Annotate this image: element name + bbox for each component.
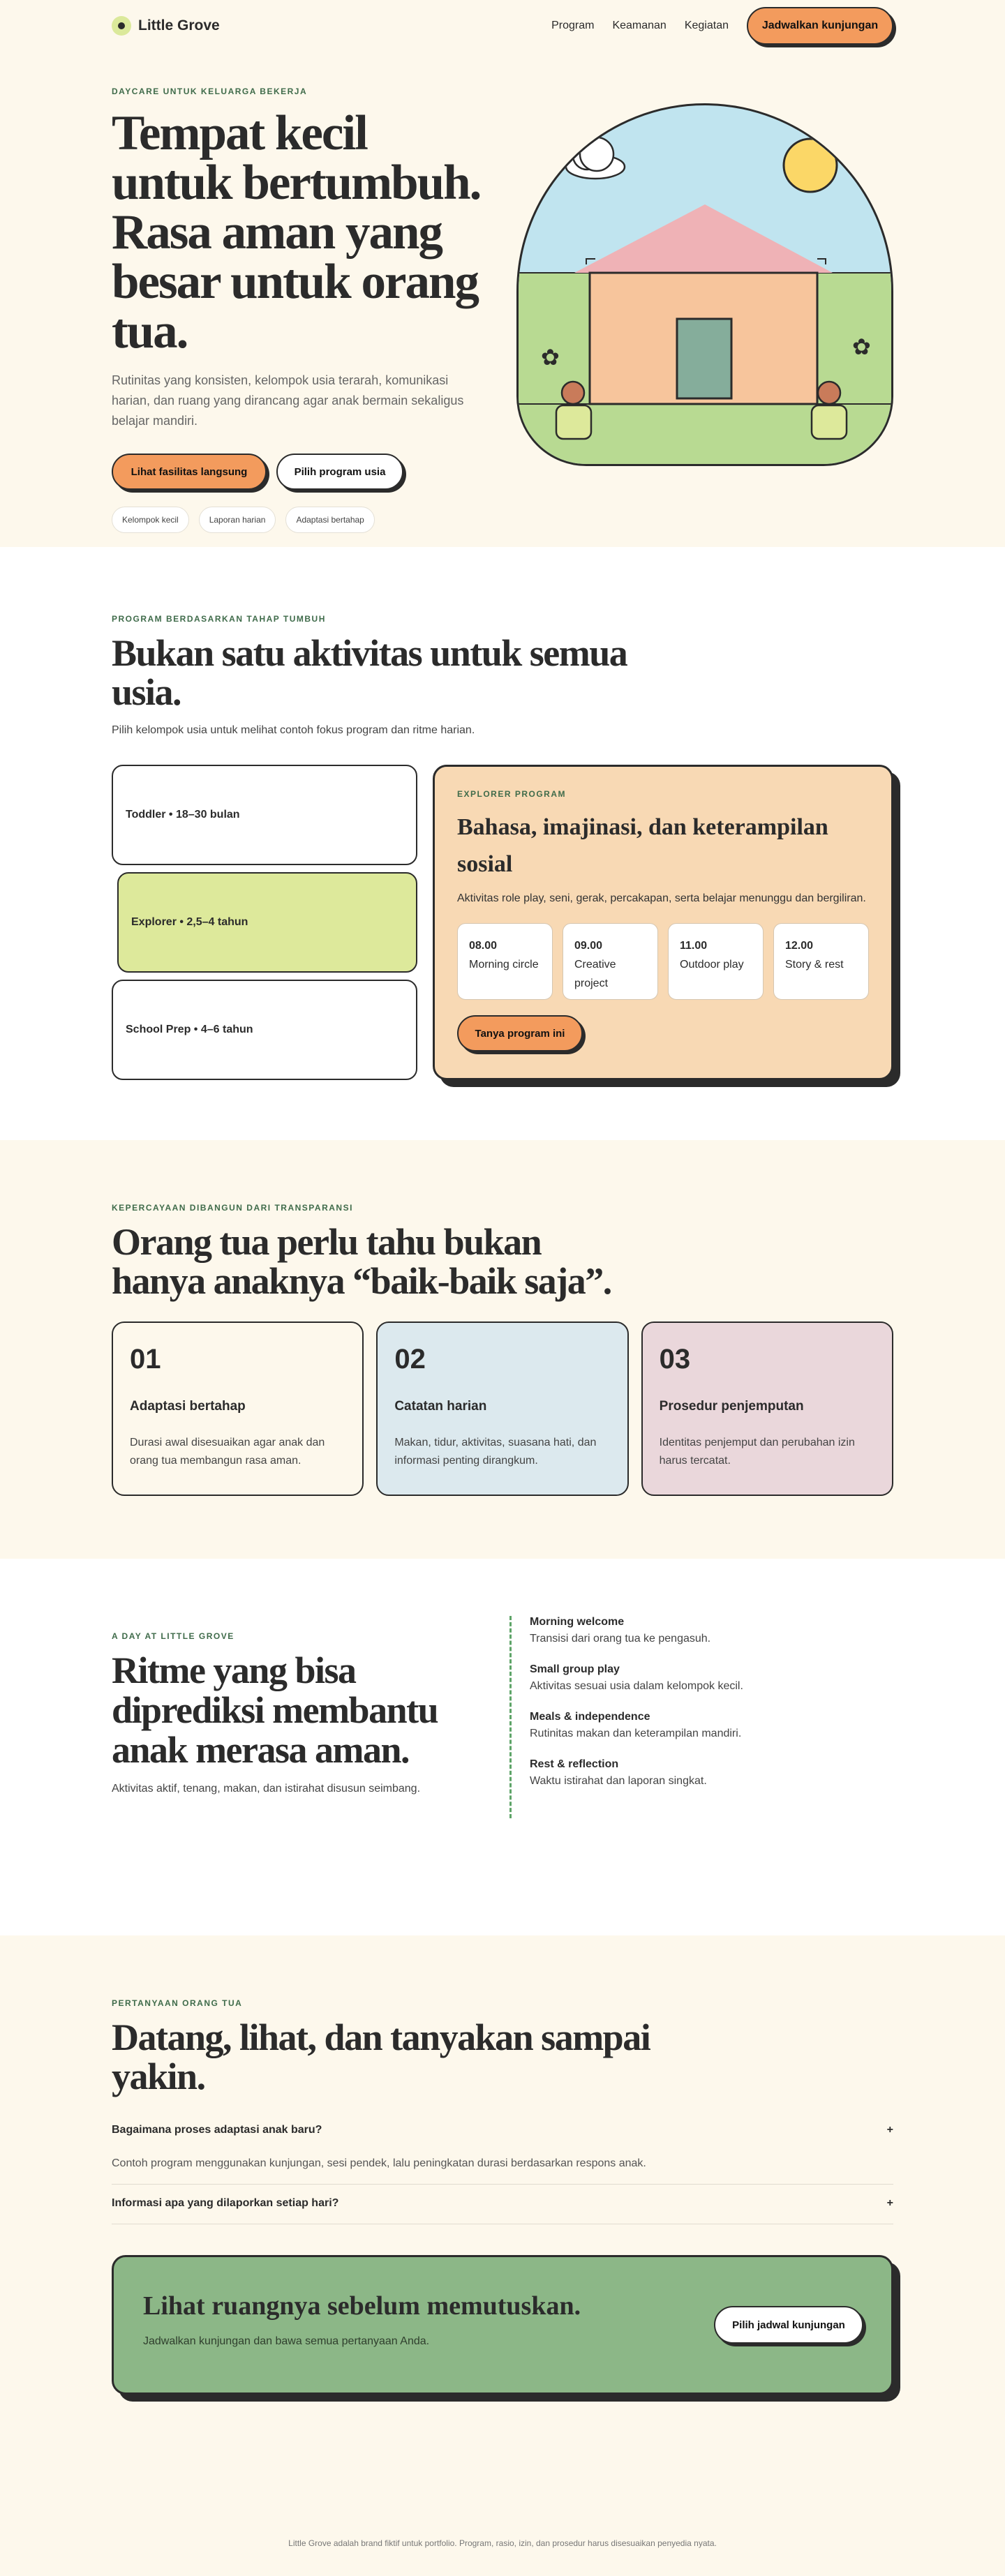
footer-disclaimer: Little Grove adalah brand fiktif untuk portfolio. Program, rasio, izin, dan prosedur harus disesuaikan penyedia nyata. — [288, 2538, 717, 2548]
ask-program-button[interactable]: Tanya program ini — [457, 1015, 583, 1051]
chip-gradual-adaptation: Adaptasi bertahap — [285, 507, 374, 533]
schedule-slot: 09.00 Creative project — [563, 923, 658, 1000]
schedule-slot: 08.00 Morning circle — [457, 923, 553, 1000]
cta-title: Lihat ruangnya sebelum memutuskan. — [143, 2291, 581, 2321]
card-text: Durasi awal disesuaikan agar anak dan orang tua membangun rasa aman. — [130, 1437, 325, 1467]
timeline-item: Small group play Aktivitas sesuai usia dalam kelompok kecil. — [530, 1663, 743, 1692]
main-nav — [551, 7, 893, 45]
day-sub: Aktivitas aktif, tenang, makan, dan istirahat disusun seimbang. — [112, 1783, 421, 1795]
trust-card — [376, 1321, 628, 1496]
daycare-illustration — [516, 103, 893, 466]
faq-section — [0, 1935, 1005, 2489]
brand-name: Little Grove — [138, 17, 220, 33]
programs-title: Bukan satu aktivitas untuk semua usia. — [112, 632, 627, 713]
programs-kicker: PROGRAM BERDASARKAN TAHAP TUMBUH — [112, 614, 326, 624]
view-facilities-button[interactable]: Lihat fasilitas langsung — [112, 454, 267, 490]
daily-timeline — [509, 1616, 743, 1818]
cta-sub: Jadwalkan kunjungan dan bawa semua pertanyaan Anda. — [143, 2335, 430, 2347]
nav-kegiatan[interactable]: Kegiatan — [684, 20, 729, 31]
nav-program[interactable]: Program — [551, 20, 595, 31]
hero-section — [0, 52, 1005, 547]
program-detail-card — [433, 765, 893, 1080]
faq-question-text: Informasi apa yang dilaporkan setiap hari? — [112, 2197, 339, 2209]
day-title: Ritme yang bisa diprediksi membantu anak merasa aman. — [112, 1649, 438, 1771]
faq-question[interactable] — [112, 2192, 893, 2210]
chip-daily-report: Laporan harian — [199, 507, 276, 533]
card-number: 01 — [130, 1344, 161, 1375]
programs-section — [0, 547, 1005, 1140]
faq-item — [112, 2185, 893, 2224]
schedule-slots — [457, 923, 869, 1000]
trust-card — [112, 1321, 364, 1496]
hero-lead: Rutinitas yang konsisten, kelompok usia terarah, komunikasi harian, dan ruang yang dirancang agar anak bermain sekaligus belajar mandiri. — [112, 373, 464, 428]
tab-school-prep[interactable]: School Prep • 4–6 tahun — [112, 980, 417, 1080]
brand-logo[interactable] — [112, 16, 220, 36]
choose-program-button[interactable]: Pilih program usia — [276, 454, 403, 490]
card-title: Catatan harian — [394, 1399, 487, 1414]
plus-icon[interactable]: + — [886, 2124, 893, 2136]
leaf-dot-icon — [112, 16, 131, 36]
schedule-slot: 11.00 Outdoor play — [668, 923, 764, 1000]
faq-item — [112, 2111, 893, 2185]
tab-explorer[interactable]: Explorer • 2,5–4 tahun — [117, 872, 417, 973]
timeline-item: Rest & reflection Waktu istirahat dan laporan singkat. — [530, 1758, 707, 1787]
hero-title: Tempat kecil untuk bertumbuh. Rasa aman yang besar untuk orang tua. — [112, 106, 481, 359]
card-text: Makan, tidur, aktivitas, suasana hati, dan informasi penting dirangkum. — [394, 1437, 597, 1467]
choose-visit-button[interactable]: Pilih jadwal kunjungan — [714, 2306, 863, 2344]
site-header — [0, 0, 1005, 52]
chip-small-groups: Kelompok kecil — [112, 507, 189, 533]
trust-kicker: KEPERCAYAAN DIBANGUN DARI TRANSPARANSI — [112, 1203, 353, 1213]
tab-toddler[interactable]: Toddler • 18–30 bulan — [112, 765, 417, 865]
card-title: Prosedur penjemputan — [659, 1399, 804, 1414]
faq-title: Datang, lihat, dan tanyakan sampai yakin. — [112, 2016, 650, 2097]
faq-answer: Contoh program menggunakan kunjungan, sesi pendek, lalu peningkatan durasi berdasarkan respons anak. — [112, 2157, 646, 2169]
detail-kicker: EXPLORER PROGRAM — [457, 789, 567, 799]
faq-kicker: PERTANYAAN ORANG TUA — [112, 1998, 243, 2008]
faq-question[interactable] — [112, 2118, 893, 2136]
detail-desc: Aktivitas role play, seni, gerak, percakapan, serta belajar menunggu dan bergiliran. — [457, 892, 866, 904]
faq-question-text: Bagaimana proses adaptasi anak baru? — [112, 2124, 322, 2136]
trust-section — [0, 1140, 1005, 1559]
day-kicker: A DAY AT LITTLE GROVE — [112, 1631, 234, 1641]
timeline-item: Meals & independence Rutinitas makan dan keterampilan mandiri. — [530, 1711, 742, 1739]
daily-rhythm-section — [0, 1559, 1005, 1935]
site-footer — [0, 2489, 1005, 2576]
nav-keamanan[interactable]: Keamanan — [612, 20, 667, 31]
svg-text:✿: ✿ — [852, 334, 871, 360]
svg-text:✿: ✿ — [541, 344, 560, 370]
house-scene-icon — [519, 105, 891, 464]
trust-card — [641, 1321, 893, 1496]
hero-kicker: DAYCARE UNTUK KELUARGA BEKERJA — [112, 87, 308, 96]
schedule-slot: 12.00 Story & rest — [773, 923, 869, 1000]
card-number: 03 — [659, 1344, 691, 1375]
cta-banner — [112, 2255, 893, 2395]
plus-icon[interactable]: + — [886, 2197, 893, 2209]
detail-title: Bahasa, imajinasi, dan keterampilan sosial — [457, 814, 828, 877]
card-title: Adaptasi bertahap — [130, 1399, 246, 1414]
timeline-item: Morning welcome Transisi dari orang tua ke pengasuh. — [530, 1616, 711, 1645]
schedule-visit-button[interactable]: Jadwalkan kunjungan — [747, 7, 893, 45]
programs-sub: Pilih kelompok usia untuk melihat contoh fokus program dan ritme harian. — [112, 724, 475, 736]
trust-title: Orang tua perlu tahu bukan hanya anaknya “baik-baik saja”. — [112, 1221, 611, 1302]
age-group-tabs — [112, 765, 417, 1080]
card-text: Identitas penjemput dan perubahan izin harus tercatat. — [659, 1437, 855, 1467]
card-number: 02 — [394, 1344, 426, 1375]
